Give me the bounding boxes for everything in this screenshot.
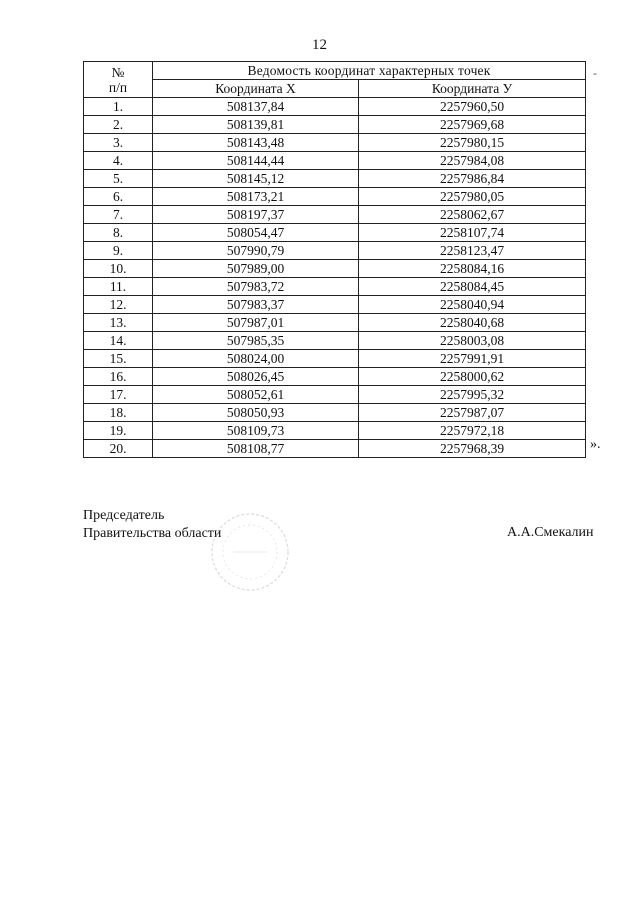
y-coordinate-cell: 2257991,91 — [359, 350, 586, 368]
y-coordinate-cell: 2258003,08 — [359, 332, 586, 350]
table-row — [84, 224, 586, 242]
x-coordinate-cell: 507989,00 — [153, 260, 359, 278]
x-coordinate-cell: 508173,21 — [153, 188, 359, 206]
row-number-cell: 19. — [84, 422, 153, 440]
x-coordinate-cell: 508137,84 — [153, 98, 359, 116]
table-body — [84, 98, 586, 458]
x-coordinate-cell: 508143,48 — [153, 134, 359, 152]
x-coordinate-cell: 508139,81 — [153, 116, 359, 134]
x-coordinate-cell: 508197,37 — [153, 206, 359, 224]
row-number-cell: 7. — [84, 206, 153, 224]
y-coordinate-cell: 2257995,32 — [359, 386, 586, 404]
table-row — [84, 422, 586, 440]
y-coordinate-cell: 2257969,68 — [359, 116, 586, 134]
row-number-cell: 3. — [84, 134, 153, 152]
table-row — [84, 188, 586, 206]
table-row — [84, 116, 586, 134]
x-coordinate-cell: 507990,79 — [153, 242, 359, 260]
x-coordinate-cell: 508109,73 — [153, 422, 359, 440]
table-row — [84, 98, 586, 116]
x-coordinate-cell: 508054,47 — [153, 224, 359, 242]
number-column-header — [84, 62, 153, 98]
y-coordinate-cell: 2257980,15 — [359, 134, 586, 152]
row-number-cell: 9. — [84, 242, 153, 260]
y-coordinate-cell: 2257987,07 — [359, 404, 586, 422]
row-number-cell: 8. — [84, 224, 153, 242]
y-coordinate-cell: 2258040,68 — [359, 314, 586, 332]
x-coordinate-cell: 507987,01 — [153, 314, 359, 332]
x-coordinate-cell: 507983,72 — [153, 278, 359, 296]
closing-quote: ». — [590, 437, 601, 452]
row-number-cell: 1. — [84, 98, 153, 116]
row-number-cell: 12. — [84, 296, 153, 314]
y-coordinate-cell: 2258062,67 — [359, 206, 586, 224]
table-row — [84, 296, 586, 314]
table-row — [84, 260, 586, 278]
table-row — [84, 278, 586, 296]
y-coordinate-cell: 2258107,74 — [359, 224, 586, 242]
y-coordinate-cell: 2258084,45 — [359, 278, 586, 296]
row-number-cell: 6. — [84, 188, 153, 206]
row-number-cell: 5. — [84, 170, 153, 188]
row-number-cell: 2. — [84, 116, 153, 134]
official-seal — [205, 500, 295, 600]
margin-mark: - — [593, 66, 597, 80]
row-number-cell: 17. — [84, 386, 153, 404]
row-number-cell: 18. — [84, 404, 153, 422]
y-coordinate-cell: 2258000,62 — [359, 368, 586, 386]
y-coordinate-cell: 2257968,39 — [359, 440, 586, 458]
position-line-2: Правительства области — [83, 526, 222, 541]
table-row — [84, 314, 586, 332]
table-row — [84, 242, 586, 260]
y-coordinate-cell: 2257960,50 — [359, 98, 586, 116]
table-row — [84, 152, 586, 170]
x-coordinate-cell: 507985,35 — [153, 332, 359, 350]
x-coordinate-cell: 508052,61 — [153, 386, 359, 404]
table-row — [84, 368, 586, 386]
position-line-1: Председатель — [83, 508, 165, 523]
signature-position — [83, 507, 221, 543]
row-number-cell: 15. — [84, 350, 153, 368]
x-coordinate-cell: 508145,12 — [153, 170, 359, 188]
x-coordinate-cell: 508050,93 — [153, 404, 359, 422]
row-number-cell: 14. — [84, 332, 153, 350]
table-row — [84, 332, 586, 350]
table-row — [84, 386, 586, 404]
table-title: Ведомость координат характерных точек — [153, 62, 586, 80]
table-row — [84, 134, 586, 152]
y-coordinate-cell: 2258084,16 — [359, 260, 586, 278]
y-coordinate-cell: 2258123,47 — [359, 242, 586, 260]
row-number-cell: 11. — [84, 278, 153, 296]
x-coordinate-cell: 507983,37 — [153, 296, 359, 314]
x-coordinate-cell: 508024,00 — [153, 350, 359, 368]
x-coordinate-cell: 508108,77 — [153, 440, 359, 458]
table-row — [84, 404, 586, 422]
number-header-line2: п/п — [108, 79, 128, 95]
row-number-cell: 4. — [84, 152, 153, 170]
coordinates-table — [83, 61, 586, 458]
x-column-header: Координата Х — [153, 80, 359, 98]
y-coordinate-cell: 2258040,94 — [359, 296, 586, 314]
x-coordinate-cell: 508144,44 — [153, 152, 359, 170]
row-number-cell: 16. — [84, 368, 153, 386]
y-column-header: Координата У — [359, 80, 586, 98]
table-row — [84, 350, 586, 368]
y-coordinate-cell: 2257980,05 — [359, 188, 586, 206]
y-coordinate-cell: 2257972,18 — [359, 422, 586, 440]
page-number: 12 — [312, 37, 327, 53]
x-coordinate-cell: 508026,45 — [153, 368, 359, 386]
table-row — [84, 170, 586, 188]
row-number-cell: 13. — [84, 314, 153, 332]
signer-name: А.А.Смекалин — [507, 525, 594, 540]
row-number-cell: 10. — [84, 260, 153, 278]
table-row — [84, 206, 586, 224]
table-row — [84, 440, 586, 458]
number-header-line1: № — [111, 64, 125, 80]
y-coordinate-cell: 2257984,08 — [359, 152, 586, 170]
y-coordinate-cell: 2257986,84 — [359, 170, 586, 188]
row-number-cell: 20. — [84, 440, 153, 458]
